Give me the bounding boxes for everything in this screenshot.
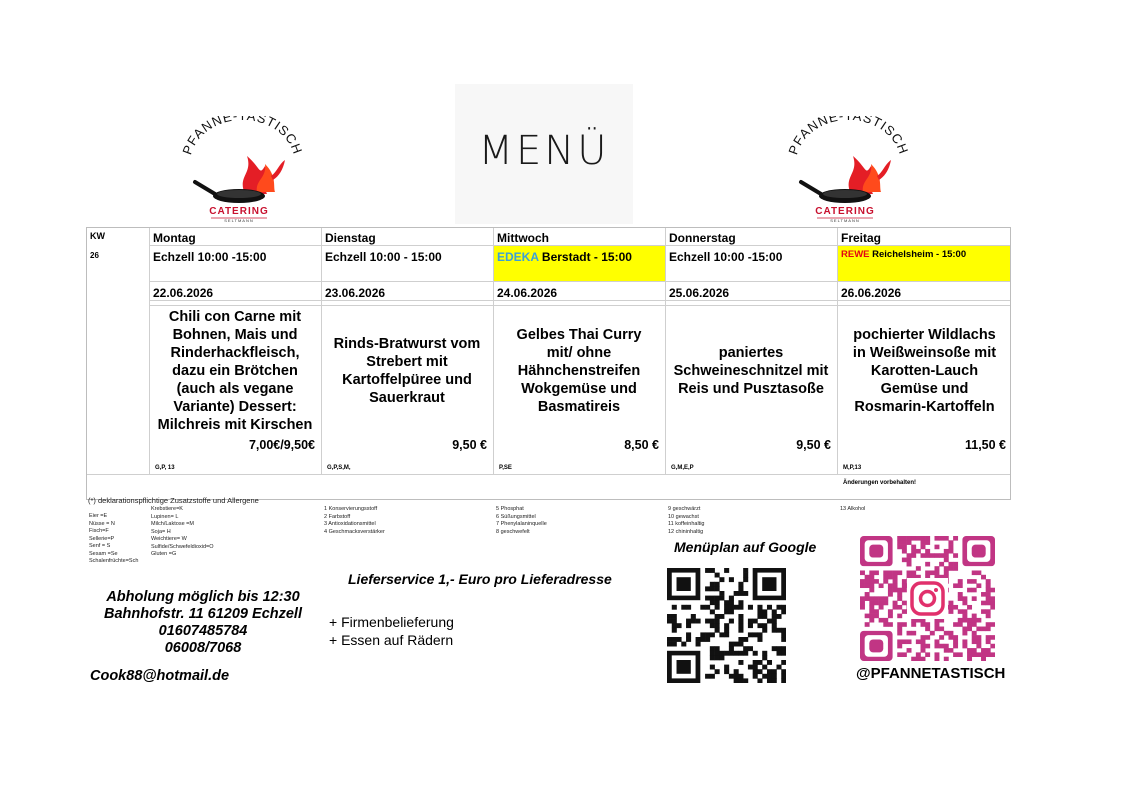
logo-sub-text: SELTMANN [830, 218, 860, 223]
codes-donnerstag: G,M,E,P [671, 465, 694, 471]
delivery-item-2: + Essen auf Rädern [329, 632, 454, 648]
dish-dienstag: Rinds-Bratwurst vom Strebert mit Kartoffelpüree und Sauerkraut [333, 336, 481, 406]
price-dienstag: 9,50 € [452, 438, 487, 452]
google-qr-code[interactable] [667, 568, 786, 683]
day-date-dienstag: 23.06.2026 [325, 286, 386, 300]
pan-fire-logo-icon [781, 116, 911, 224]
delivery-service: Lieferservice 1,- Euro pro Lieferadresse [348, 571, 612, 587]
dish-mittwoch: Gelbes Thai Curry mit/ ohne Hähnchenstreifen Wokgemüse und Basmatireis [516, 327, 642, 415]
kw-label: KW [90, 231, 105, 241]
day-location-dienstag: Echzell 10:00 - 15:00 [325, 250, 442, 264]
dish-donnerstag: paniertes Schweineschnitzel mit Reis und Pusztasoße [673, 345, 829, 397]
legend-col2: Krebstiere=K Lupinen= L Milch/Laktose =M Soja= H Weichtiere= W Sulfide/Schwefeldioxid=O Gluten =G [151, 506, 214, 557]
day-date-donnerstag: 25.06.2026 [669, 286, 730, 300]
google-menu-label: Menüplan auf Google [674, 539, 817, 555]
legend-col1: Eier =E Nüsse = N Fisch=F Sellerie=P Senf = S Sesam =Se Schalenfrüchte=Sch [89, 513, 139, 564]
address-text: Bahnhofstr. 11 61209 Echzell [104, 606, 302, 622]
codes-freitag: M,P,13 [843, 465, 862, 471]
kw-value: 26 [90, 251, 99, 260]
day-name-dienstag: Dienstag [325, 231, 376, 245]
logo-arc-text: PFANNE ASTISCH [179, 116, 305, 157]
edeka-label: EDEKA [497, 250, 539, 264]
day-location-freitag: REWE Reichelsheim - 15:00 [841, 249, 967, 260]
menu-title: MENÜ [478, 128, 610, 174]
delivery-list [329, 613, 454, 649]
codes-mittwoch: P,SE [499, 465, 512, 471]
day-name-freitag: Freitag [841, 231, 882, 245]
menu-title-box [455, 84, 633, 224]
codes-montag: G,P, 13 [155, 465, 175, 471]
day-date-montag: 22.06.2026 [153, 286, 214, 300]
logo-arc-text: PFANNE ASTISCH [785, 116, 911, 157]
changes-note: Änderungen vorbehalten! [843, 480, 917, 486]
instagram-handle[interactable]: @PFANNETASTISCH [856, 665, 1006, 682]
legend-col5: 9 geschwärzt 10 gewachst 11 koffeinhaltig 12 chininhaltig [668, 506, 705, 535]
delivery-item-1: + Firmenbelieferung [329, 614, 454, 630]
day-name-donnerstag: Donnerstag [669, 231, 736, 245]
legend-col3: 1 Konservierungsstoff 2 Farbstoff 3 Antioxidationsmittel 4 Geschmacksverstärker [324, 506, 385, 535]
logo-sub-text: SELTMANN [224, 218, 254, 223]
phone-1: 01607485784 [158, 623, 248, 639]
day-name-mittwoch: Mittwoch [497, 231, 549, 245]
contact-block [88, 589, 318, 657]
price-montag: 7,00€/9,50€ [248, 438, 315, 452]
phone-2: 06008/7068 [164, 640, 242, 656]
price-freitag: 11,50 € [964, 438, 1006, 452]
day-location-donnerstag: Echzell 10:00 -15:00 [669, 250, 783, 264]
price-donnerstag: 9,50 € [796, 438, 831, 452]
instagram-qr-code[interactable] [860, 536, 995, 661]
pan-fire-logo-icon [175, 116, 305, 224]
logo-left [175, 116, 305, 223]
day-location-mittwoch: EDEKA Berstadt - 15:00 [497, 250, 632, 264]
pickup-text: Abholung möglich bis 12:30 [106, 589, 300, 605]
legend-col6: 13 Alkohol [840, 506, 866, 512]
dish-freitag: pochierter Wildlachs in Weißweinsoße mit Karotten-Lauch Gemüse und Rosmarin-Kartoffeln [852, 327, 997, 415]
rewe-label: REWE [841, 249, 870, 260]
legend-title: (*) deklarationspflichtige Zusatzstoffe und Allergene [88, 496, 259, 505]
day-date-mittwoch: 24.06.2026 [497, 286, 558, 300]
instagram-qr-icon [860, 536, 995, 661]
day-name-montag: Montag [153, 231, 196, 245]
dish-montag: Chili con Carne mit Bohnen, Mais und Rinderhackfleisch, dazu ein Brötchen (auch als vegane Variante) Dessert: Milchreis mit Kirschen [157, 309, 313, 433]
email-link[interactable]: Cook88@hotmail.de [90, 668, 230, 684]
logo-catering-text: CATERING [209, 206, 269, 217]
legend-col4: 5 Phosphat 6 Süßungsmittel 7 Phenylalaninquelle 8 geschwefelt [496, 506, 547, 535]
price-mittwoch: 8,50 € [624, 438, 659, 452]
logo-catering-text: CATERING [815, 206, 875, 217]
qr-code-icon [667, 568, 786, 683]
logo-right [781, 116, 911, 223]
day-date-freitag: 26.06.2026 [841, 286, 902, 300]
menu-table [86, 227, 1011, 500]
day-location-montag: Echzell 10:00 -15:00 [153, 250, 267, 264]
codes-dienstag: G,P,S,M, [327, 465, 351, 471]
